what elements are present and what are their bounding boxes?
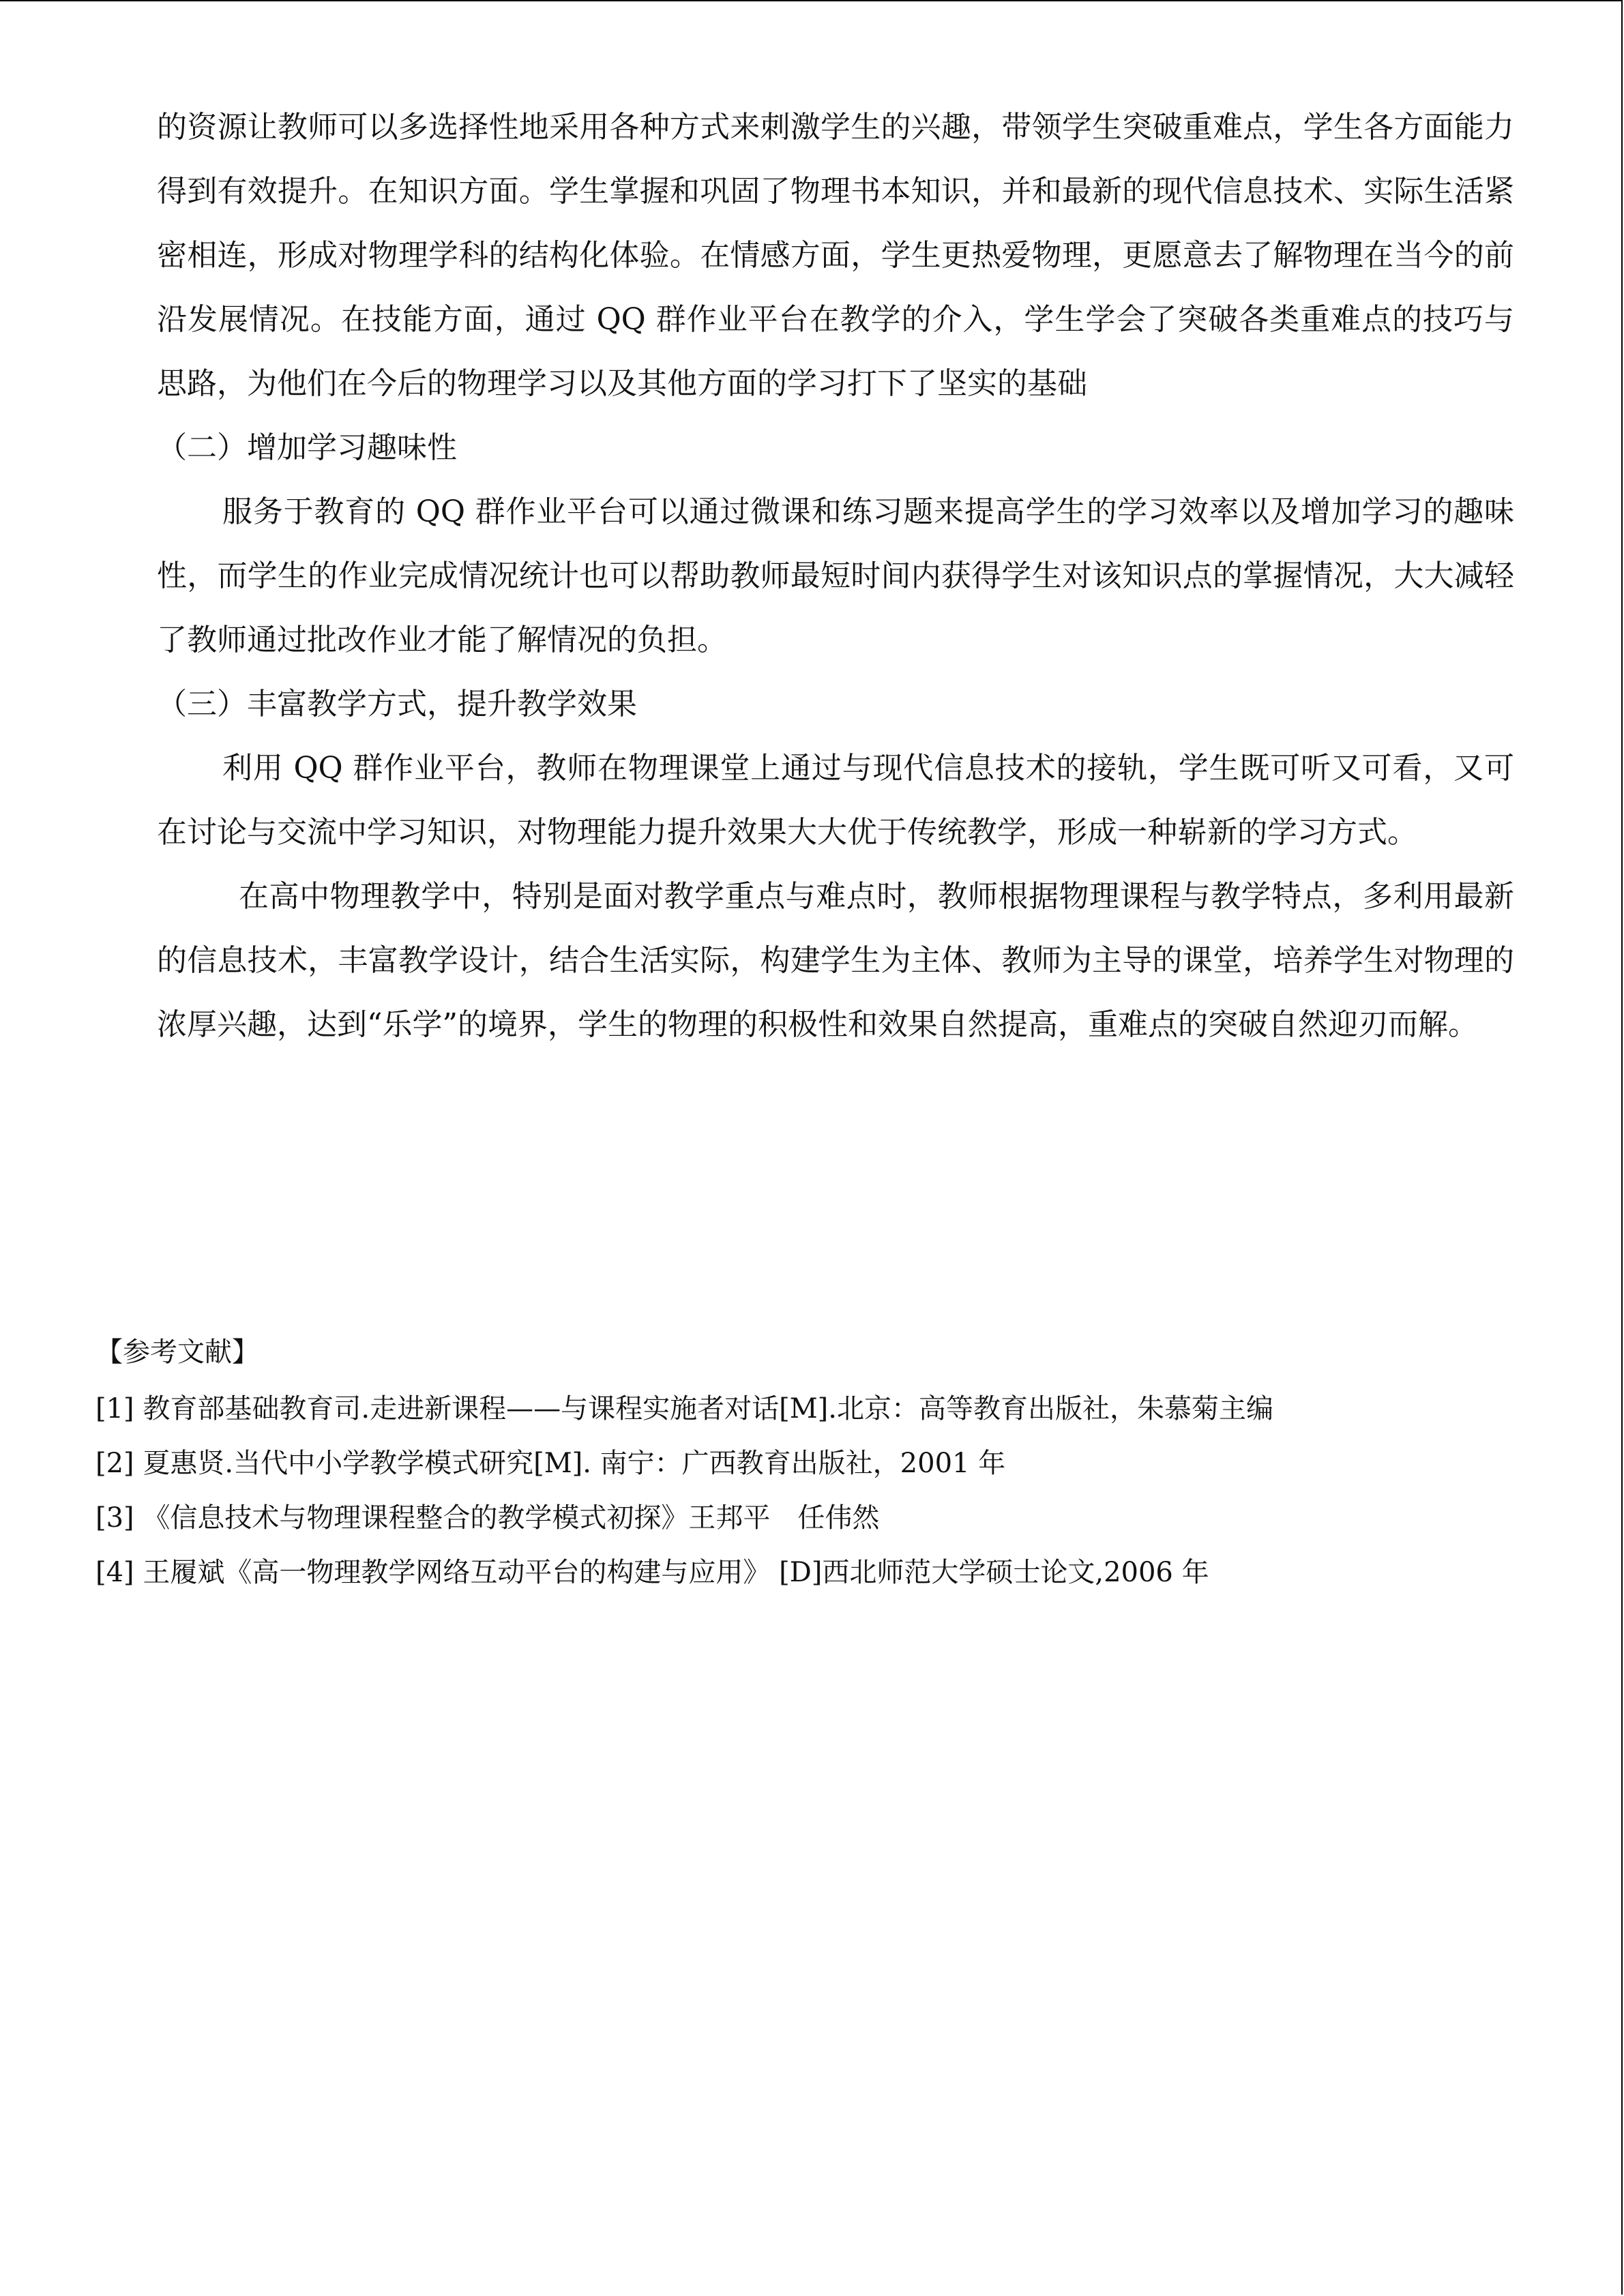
reference-item: [3] 《信息技术与物理课程整合的教学模式初探》王邦平 任伟然 (95, 1502, 880, 1534)
section-heading-interest: （二）增加学习趣味性 (157, 430, 457, 465)
reference-item: [1] 教育部基础教育司.走进新课程——与课程实施者对话[M].北京：高等教育出版社，朱慕菊主编 (95, 1393, 1273, 1425)
reference-item: [2] 夏惠贤.当代中小学教学模式研究[M]. 南宁：广西教育出版社，2001 年 (95, 1448, 1006, 1479)
paragraph-conclusion: 在高中物理教学中，特别是面对教学重点与难点时，教师根据物理课程与教学特点，多利用最新的信息技术，丰富教学设计，结合生活实际，构建学生为主体、教师为主导的课堂，培养学生对物理的浓厚兴趣，达到“乐学”的境界，学生的物理的积极性和效果自然提高，重难点的突破自然迎刃而解。 (157, 879, 1514, 1042)
reference-item: [4] 王履斌《高一物理教学网络互动平台的构建与应用》 [D]西北师范大学硕士论文,2006 年 (95, 1557, 1209, 1588)
article-body (157, 95, 1514, 1057)
paragraph-teaching-methods: 利用 QQ 群作业平台，教师在物理课堂上通过与现代信息技术的接轨，学生既可听又可看，又可在讨论与交流中学习知识，对物理能力提升效果大大优于传统教学，形成一种崭新的学习方式。 (157, 751, 1514, 850)
references-title: 【参考文献】 (95, 1337, 259, 1368)
paragraph-resources: 的资源让教师可以多选择性地采用各种方式来刺激学生的兴趣，带领学生突破重难点，学生各方面能力得到有效提升。在知识方面。学生掌握和巩固了物理书本知识，并和最新的现代信息技术、实际生活紧密相连，形成对物理学科的结构化体验。在情感方面，学生更热爱物理，更愿意去了解物理在当今的前沿发展情况。在技能方面，通过 QQ 群作业平台在教学的介入，学生学会了突破各类重难点的技巧与思路，为他们在今后的物理学习以及其他方面的学习打下了坚实的基础 (157, 110, 1514, 401)
section-heading-teaching-methods: （三）丰富教学方式，提升教学效果 (157, 687, 637, 721)
paragraph-interest: 服务于教育的 QQ 群作业平台可以通过微课和练习题来提高学生的学习效率以及增加学习的趣味性，而学生的作业完成情况统计也可以帮助教师最短时间内获得学生对该知识点的掌握情况，大大减轻了教师通过批改作业才能了解情况的负担。 (157, 494, 1514, 657)
references-section (95, 1328, 1528, 1600)
